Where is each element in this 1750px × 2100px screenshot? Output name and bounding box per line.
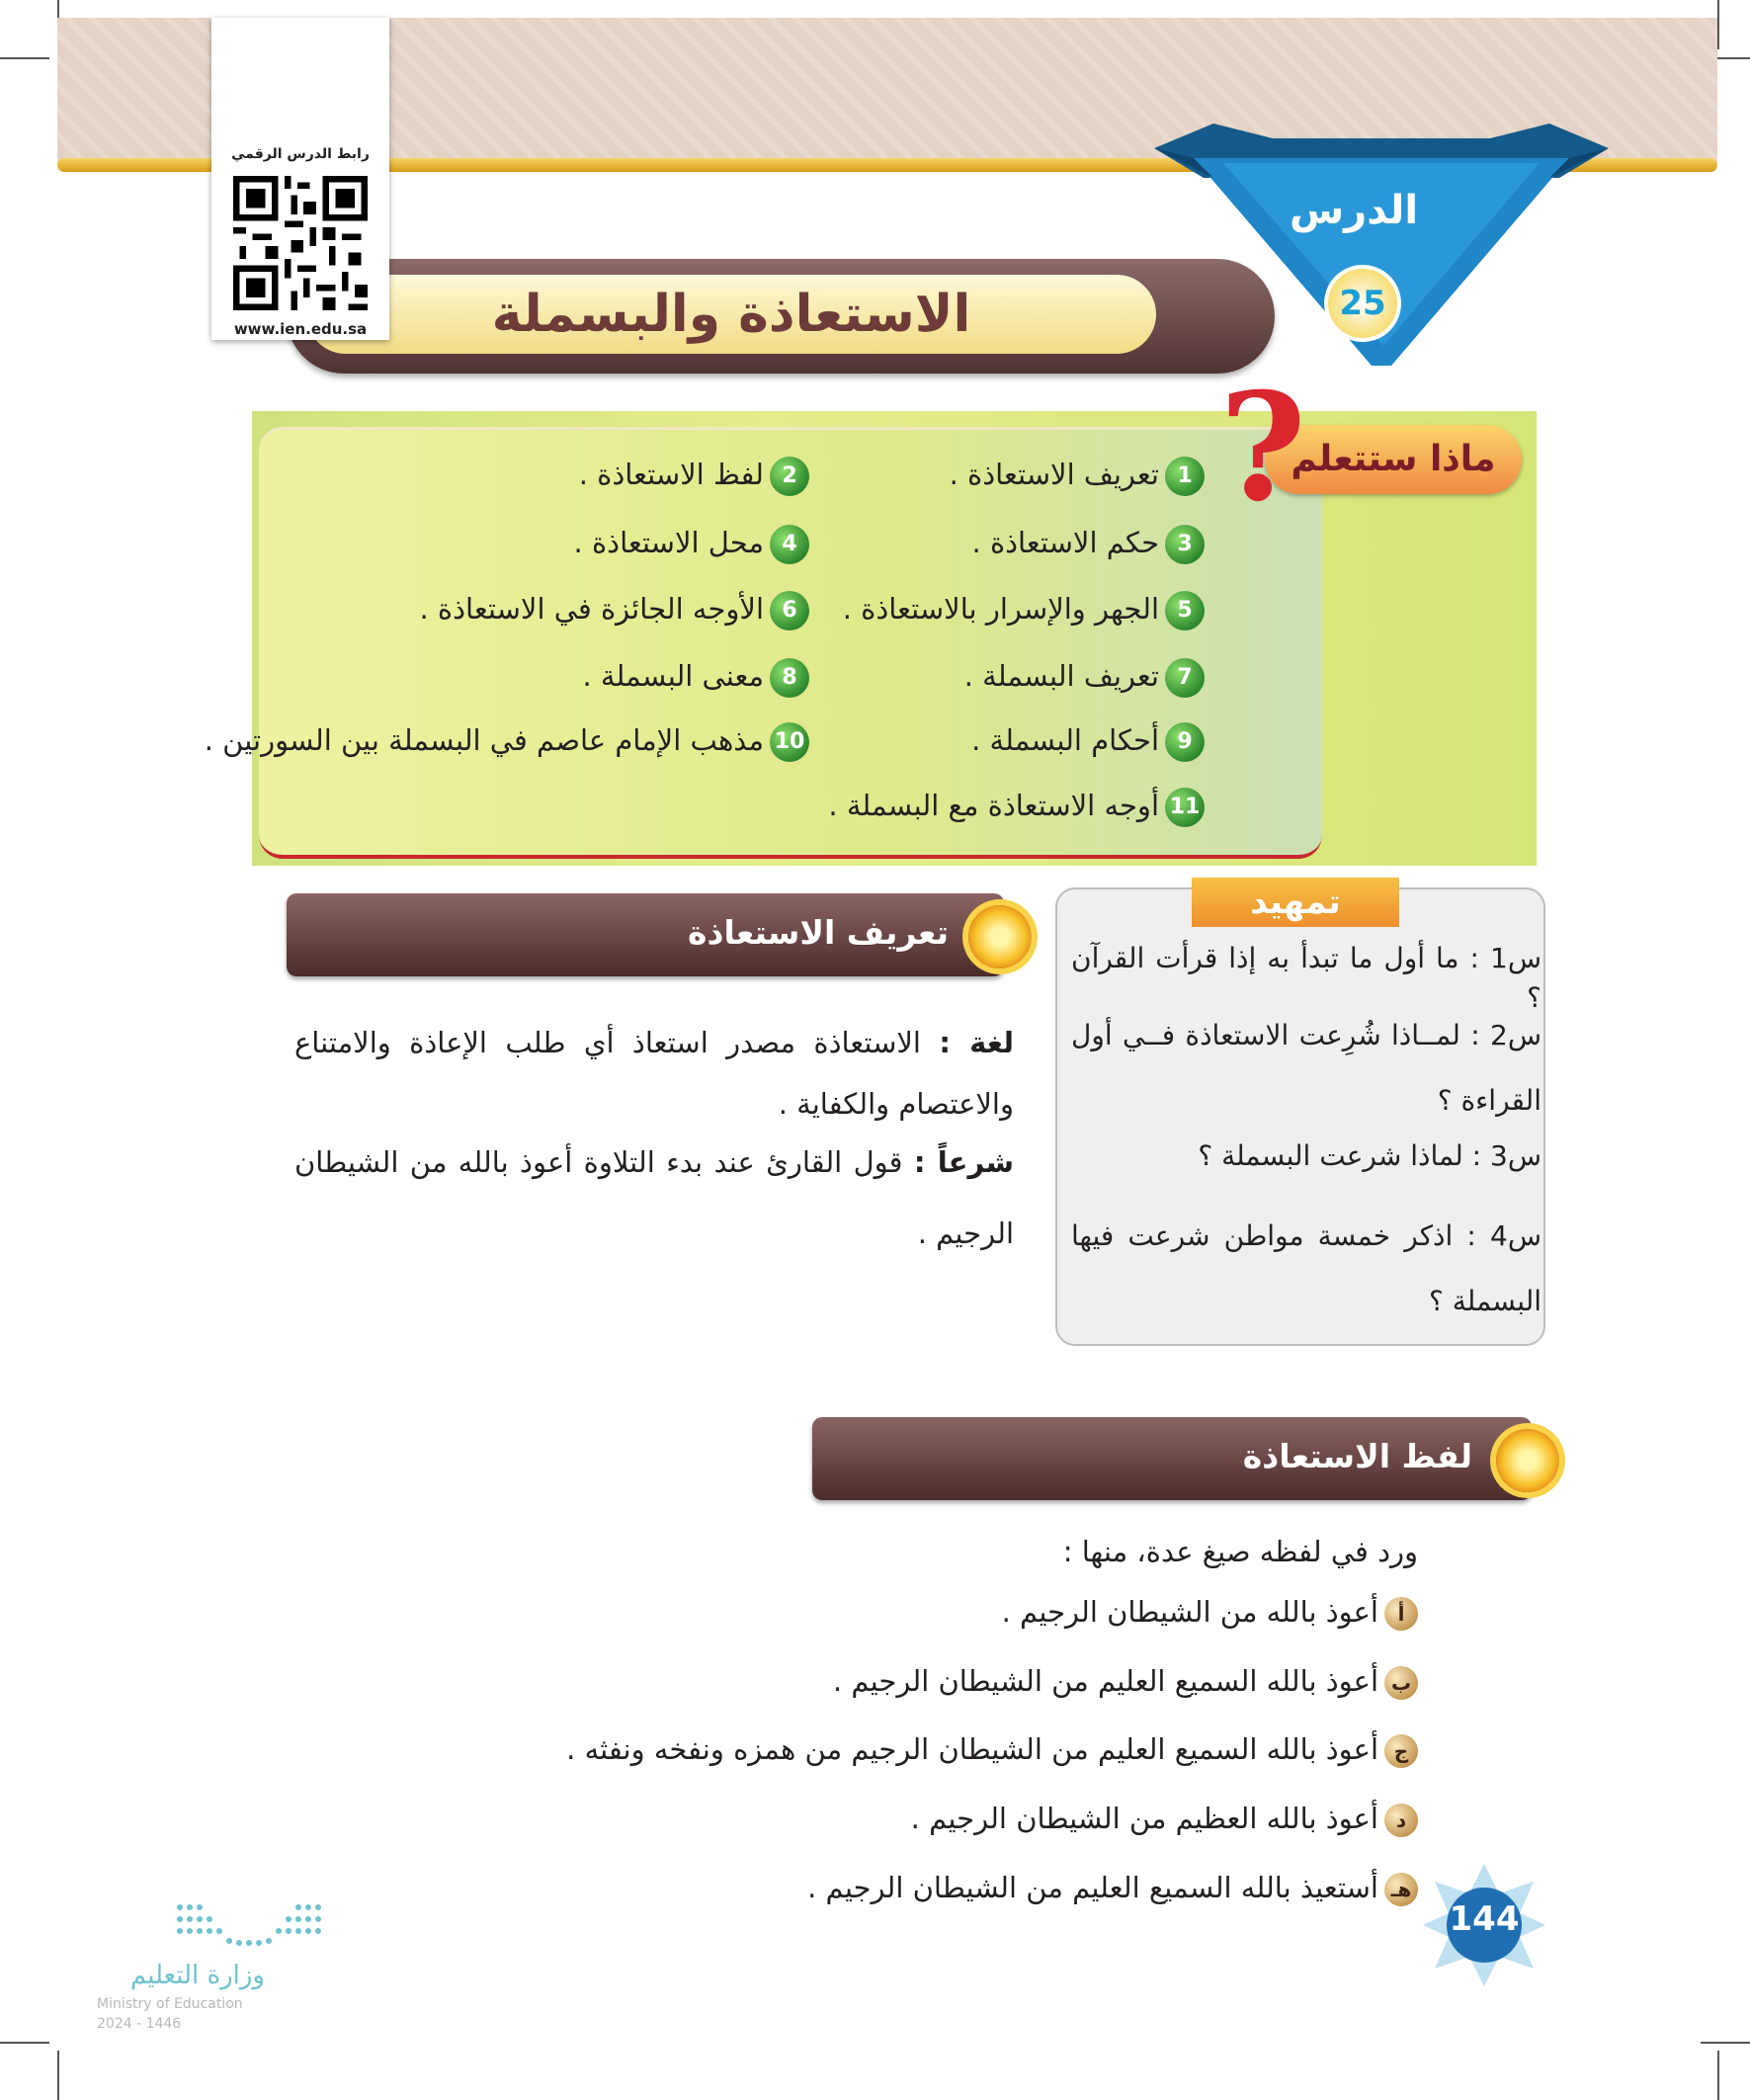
crop-mark (1717, 0, 1719, 49)
wording-form-text: أعوذ بالله العظيم من الشيطان الرجيم . (910, 1802, 1378, 1835)
lugha-text: الاستعاذة مصدر استعاذ أي طلب الإعاذة والامتناع والاعتصام والكفاية . (294, 1026, 1014, 1121)
letter-ball: هـ (1384, 1873, 1418, 1906)
learn-item (205, 715, 809, 765)
number-ball: 4 (770, 525, 809, 564)
wording-form (911, 1794, 1418, 1843)
learn-item (964, 651, 1205, 701)
learn-item (582, 651, 809, 701)
wording-form-text: أعوذ بالله السميع العليم من الشيطان الرجيم من همزه ونفخه ونفثه . (566, 1732, 1378, 1766)
wording-form (1002, 1587, 1418, 1637)
learn-badge-text: ماذا ستتعلم (1291, 439, 1496, 479)
learn-item-text: تعريف البسملة . (963, 659, 1159, 693)
learn-item-text: لفظ الاستعاذة . (578, 458, 764, 491)
ministry-name-arabic: وزارة التعليم (129, 1961, 265, 1990)
number-ball: 10 (770, 722, 809, 762)
letter-ball: د (1384, 1804, 1418, 1837)
number-ball: 8 (770, 658, 809, 698)
learn-item (574, 518, 809, 567)
ministry-name-english: Ministry of Education (97, 1996, 243, 2012)
wording-intro: ورد في لفظه صيغ عدة، منها : (1062, 1535, 1418, 1568)
definition-shar (294, 1127, 1014, 1269)
definition-lugha (294, 1012, 1014, 1134)
learn-item (971, 715, 1205, 765)
learn-item (950, 450, 1205, 499)
learn-item-text: حكم الاستعاذة . (971, 526, 1159, 559)
letter-ball: ج (1384, 1734, 1418, 1768)
qr-code-icon[interactable] (233, 176, 368, 310)
sun-icon (968, 905, 1032, 968)
learn-item (420, 584, 810, 633)
intro-tab: تمهيد (1192, 878, 1399, 927)
number-ball: 1 (1165, 457, 1205, 496)
number-ball: 3 (1165, 525, 1205, 564)
wording-form (807, 1863, 1418, 1912)
learn-item-text: محل الاستعاذة . (573, 526, 764, 559)
number-ball: 7 (1165, 658, 1205, 698)
question-mark-icon: ? (1219, 361, 1306, 535)
number-ball: 5 (1165, 591, 1205, 630)
intro-question: س4 : اذكر خمسة مواطن شرعت فيها البسملة ؟ (1071, 1219, 1542, 1317)
wording-form (833, 1656, 1418, 1706)
wording-form-text: أعوذ بالله من الشيطان الرجيم . (1001, 1595, 1378, 1629)
letter-ball: ب (1384, 1666, 1418, 1700)
letter-ball: أ (1384, 1597, 1418, 1631)
page-number: 144 (1449, 1899, 1520, 1939)
qr-card[interactable] (211, 18, 389, 340)
crop-mark (0, 57, 49, 59)
learn-item-text: الأوجه الجائزة في الاستعاذة . (419, 592, 764, 626)
learn-item-text: تعريف الاستعاذة . (949, 458, 1159, 491)
learn-item (579, 450, 809, 499)
shar-label: شرعاً : (913, 1145, 1015, 1179)
qr-caption: رابط الدرس الرقمي (231, 146, 370, 162)
number-ball: 2 (770, 457, 809, 496)
lesson-number-badge: 25 (1324, 265, 1401, 342)
lesson-title: الاستعاذة والبسملة (491, 285, 971, 344)
shar-text: قول القارئ عند بدء التلاوة أعوذ بالله من الشيطان الرجيم . (294, 1145, 1014, 1250)
learn-item-text: أحكام البسملة . (971, 723, 1159, 757)
crop-mark (1701, 2042, 1750, 2044)
number-ball: 9 (1165, 722, 1205, 762)
learn-item (843, 584, 1205, 633)
wording-form-text: أستعيذ بالله السميع العليم من الشيطان الرجيم . (807, 1871, 1378, 1904)
learn-item-text: الجهر والإسرار بالاستعاذة . (842, 592, 1159, 626)
crop-mark (1717, 2051, 1719, 2100)
qr-url[interactable]: www.ien.edu.sa (233, 320, 368, 338)
crop-mark (0, 2042, 49, 2044)
ministry-logo-icon (170, 1897, 328, 1951)
lugha-label: لغة : (939, 1026, 1014, 1059)
number-ball: 11 (1165, 788, 1205, 827)
intro-question: س2 : لمــاذا شُرِعت الاستعاذة فــي أول القراءة ؟ (1071, 1019, 1542, 1117)
wording-form (566, 1724, 1418, 1774)
learn-item-text: معنى البسملة . (582, 659, 764, 693)
number-ball: 6 (770, 591, 809, 630)
wording-form-text: أعوذ بالله السميع العليم من الشيطان الرجيم . (832, 1664, 1378, 1698)
crop-mark (57, 2051, 59, 2100)
section-title: لفظ الاستعاذة (1242, 1437, 1472, 1475)
learn-item-text: مذهب الإمام عاصم في البسملة بين السورتين . (204, 723, 764, 757)
learn-item (828, 781, 1205, 830)
intro-question: س1 : ما أول ما تبدأ به إذا قرأت القرآن ؟ (1071, 942, 1542, 1014)
sun-icon (1496, 1429, 1559, 1492)
section-title: تعريف الاستعاذة (688, 913, 949, 952)
ministry-year: 2024 - 1446 (97, 2016, 182, 2032)
learn-item-text: أوجه الاستعاذة مع البسملة . (828, 789, 1159, 822)
learn-item (972, 518, 1205, 567)
intro-question: س3 : لماذا شرعت البسملة ؟ (1198, 1139, 1542, 1172)
lesson-label: الدرس (1289, 188, 1419, 233)
